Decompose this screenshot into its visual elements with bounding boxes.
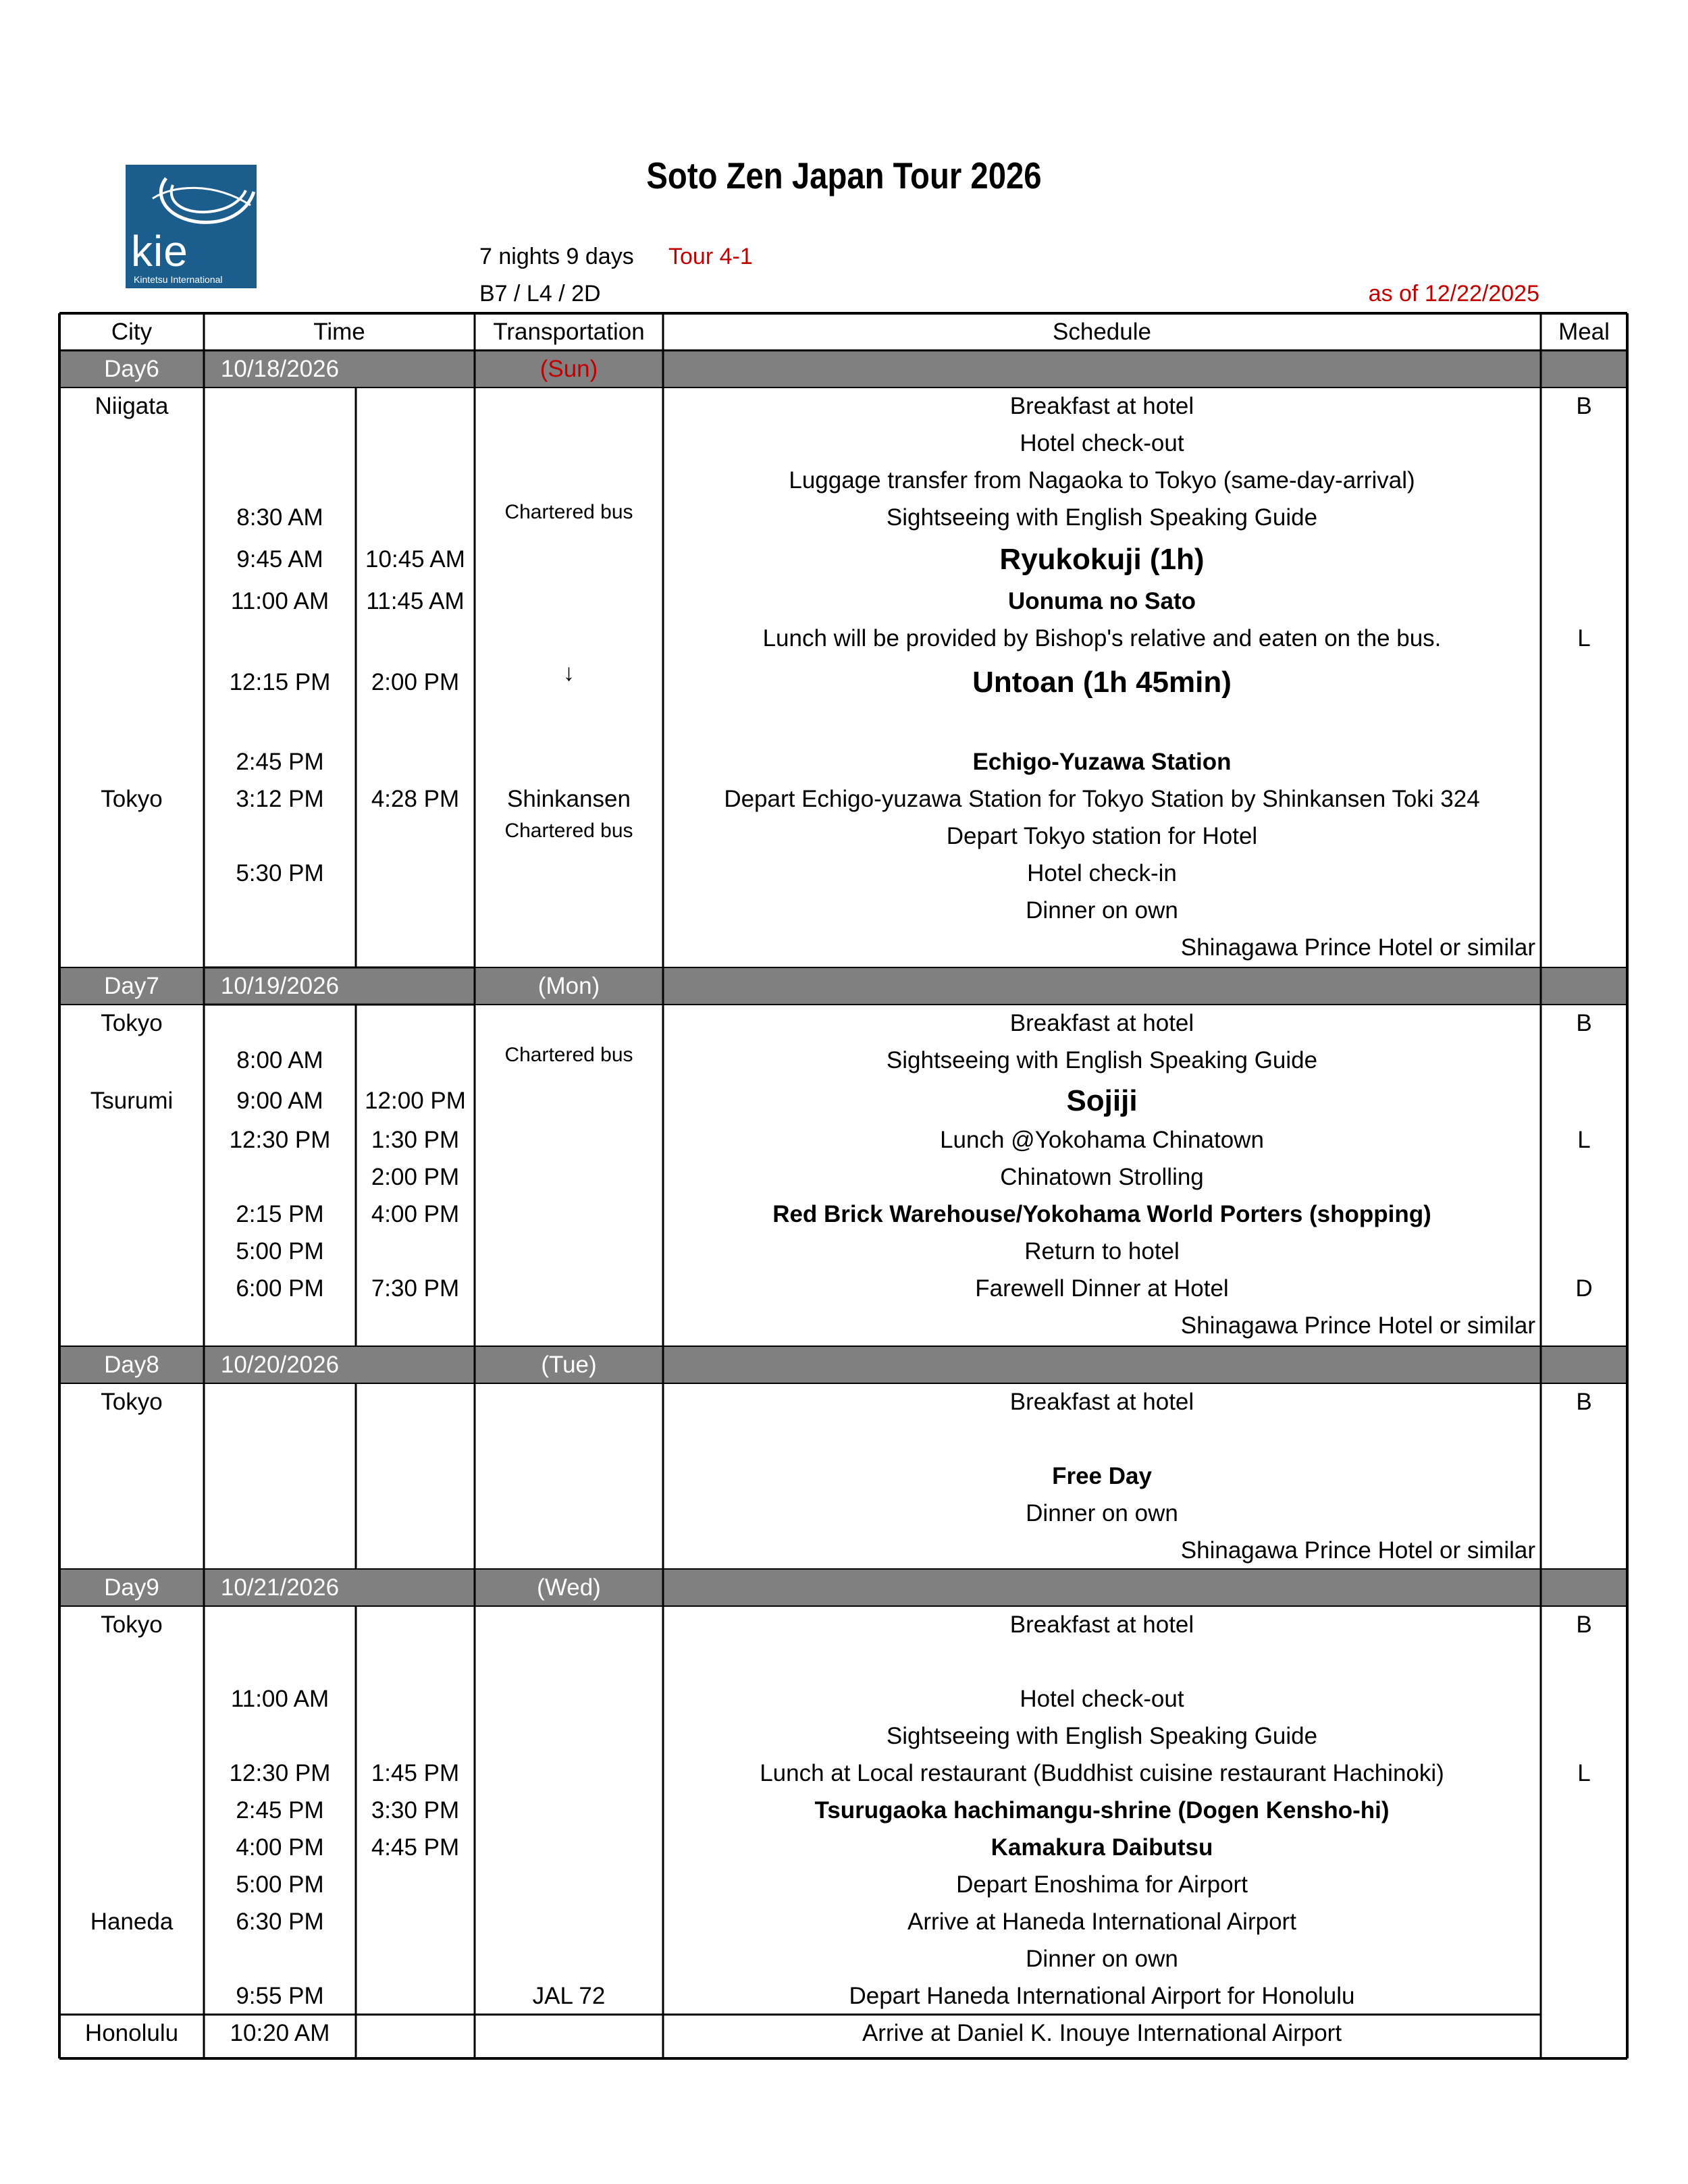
- table-row: [59, 388, 1627, 425]
- row-end-time: [356, 892, 475, 929]
- table-row: [59, 1005, 1627, 1042]
- row-schedule: Breakfast at hotel: [1009, 1010, 1194, 1036]
- row-end-time: [356, 1977, 475, 2015]
- row-city: [59, 541, 204, 578]
- row-meal: [1541, 425, 1627, 462]
- row-end-time: [356, 1940, 475, 1977]
- row-schedule: Depart Enoshima for Airport: [956, 1871, 1248, 1898]
- row-start-time: 5:00 PM: [236, 1871, 324, 1898]
- row-meal: [1541, 541, 1627, 578]
- row-city: [59, 855, 204, 892]
- row-schedule: Free Day: [1052, 1463, 1152, 1489]
- row-transportation: [475, 1903, 663, 1940]
- row-end-time: 11:45 AM: [366, 588, 465, 614]
- row-transportation: [475, 1606, 663, 1643]
- day-header-row: [59, 1346, 1627, 1383]
- row-meal: [1541, 1233, 1627, 1270]
- row-meal: [1541, 1680, 1627, 1717]
- table-row: [59, 1042, 1627, 1079]
- row-city: [59, 1458, 204, 1495]
- row-schedule: Uonuma no Sato: [1007, 588, 1196, 614]
- table-row: [59, 660, 1627, 701]
- table-row: [59, 818, 1627, 855]
- row-city: [59, 1792, 204, 1829]
- row-start-time: 8:30 AM: [236, 504, 323, 531]
- row-city: [59, 1042, 204, 1079]
- row-schedule: Shinagawa Prince Hotel or similar: [1180, 934, 1535, 961]
- row-city: [59, 1233, 204, 1270]
- row-transportation: [475, 1532, 663, 1569]
- row-end-time: [356, 855, 475, 892]
- table-row: [59, 1307, 1627, 1344]
- row-start-time: [204, 1005, 356, 1042]
- row-schedule: Sightseeing with English Speaking Guide: [886, 1047, 1318, 1073]
- day-header-row: [59, 1569, 1627, 1606]
- row-end-time: 7:30 PM: [371, 1275, 460, 1302]
- row-meal: L: [1577, 1127, 1591, 1153]
- row-city: [59, 462, 204, 499]
- row-city: [59, 1158, 204, 1196]
- col-header-time: Time: [313, 319, 365, 345]
- row-schedule: Dinner on own: [1026, 1500, 1178, 1526]
- row-end-time: [356, 1680, 475, 1717]
- row-city: [59, 1532, 204, 1569]
- row-start-time: [204, 1458, 356, 1495]
- row-end-time: [356, 1606, 475, 1643]
- row-end-time: 1:30 PM: [371, 1127, 460, 1153]
- row-end-time: [356, 1307, 475, 1344]
- row-meal: [1541, 2015, 1627, 2052]
- row-city: [59, 1977, 204, 2015]
- row-transportation: [475, 541, 663, 578]
- kie-logo: [126, 165, 257, 288]
- row-city: [59, 892, 204, 929]
- row-city: Tokyo: [101, 1389, 163, 1415]
- table-row: [59, 1680, 1627, 1717]
- row-transportation: ↓: [562, 660, 575, 686]
- row-transportation: [475, 1940, 663, 1977]
- table-row: [59, 1082, 1627, 1119]
- row-start-time: [204, 1940, 356, 1977]
- table-row: [59, 1606, 1627, 1643]
- row-schedule: Hotel check-in: [1027, 860, 1177, 886]
- row-end-time: [356, 818, 475, 855]
- row-transportation: [475, 855, 663, 892]
- row-meal: [1541, 1977, 1627, 2015]
- day-date: 10/20/2026: [220, 1352, 340, 1378]
- row-schedule: Breakfast at hotel: [1009, 1612, 1194, 1638]
- row-start-time: 9:55 PM: [236, 1983, 324, 2009]
- row-end-time: [356, 1495, 475, 1532]
- row-start-time: [204, 818, 356, 855]
- row-schedule: Return to hotel: [1024, 1238, 1180, 1264]
- row-start-time: 6:00 PM: [236, 1275, 324, 1302]
- row-transportation: [475, 620, 663, 657]
- row-schedule: Untoan (1h 45min): [972, 666, 1232, 699]
- row-transportation: [475, 1121, 663, 1158]
- table-row: [59, 541, 1627, 578]
- row-end-time: [356, 2015, 475, 2052]
- row-start-time: [204, 388, 356, 425]
- table-row: [59, 1903, 1627, 1940]
- row-meal: [1541, 1458, 1627, 1495]
- row-city: [59, 1307, 204, 1344]
- table-row: [59, 1717, 1627, 1755]
- row-start-time: 2:45 PM: [236, 749, 324, 775]
- table-row: [59, 425, 1627, 462]
- row-end-time: [356, 388, 475, 425]
- day-label: Day9: [104, 1574, 159, 1601]
- row-meal: [1541, 780, 1627, 818]
- row-schedule: Arrive at Haneda International Airport: [907, 1909, 1296, 1935]
- row-end-time: 2:00 PM: [371, 669, 460, 695]
- row-city: [59, 1270, 204, 1307]
- row-meal: [1541, 1866, 1627, 1903]
- row-meal: [1541, 1307, 1627, 1344]
- row-city: Tsurumi: [90, 1088, 174, 1114]
- table-row: [59, 1792, 1627, 1829]
- row-meal: B: [1576, 1010, 1592, 1036]
- row-transportation: [475, 388, 663, 425]
- meals-summary: B7 / L4 / 2D: [479, 281, 601, 307]
- table-row: [59, 1755, 1627, 1792]
- as-of-date: as of 12/22/2025: [1368, 281, 1539, 307]
- table-row: [59, 620, 1627, 657]
- row-meal: [1541, 1495, 1627, 1532]
- row-schedule: Dinner on own: [1026, 897, 1178, 924]
- row-end-time: [356, 620, 475, 657]
- row-end-time: 1:45 PM: [371, 1760, 460, 1786]
- table-row: [59, 1158, 1627, 1196]
- row-end-time: [356, 1866, 475, 1903]
- row-meal: [1541, 743, 1627, 780]
- row-end-time: [356, 1903, 475, 1940]
- table-row: [59, 1458, 1627, 1495]
- day-weekday: (Mon): [537, 973, 600, 999]
- col-header-transportation: Transportation: [493, 319, 645, 345]
- row-schedule: Shinagawa Prince Hotel or similar: [1180, 1312, 1535, 1339]
- row-start-time: [204, 425, 356, 462]
- row-schedule: Sightseeing with English Speaking Guide: [886, 504, 1318, 531]
- row-meal: [1541, 1829, 1627, 1866]
- row-transportation: Chartered bus: [504, 501, 633, 523]
- day-label: Day6: [104, 356, 159, 382]
- day-header-row: [59, 967, 1627, 1005]
- row-transportation: [475, 1383, 663, 1420]
- row-meal: [1541, 855, 1627, 892]
- row-schedule: Sojiji: [1066, 1084, 1138, 1117]
- row-end-time: [356, 1458, 475, 1495]
- row-schedule: Lunch @Yokohama Chinatown: [940, 1127, 1264, 1153]
- row-start-time: [204, 620, 356, 657]
- row-city: [59, 620, 204, 657]
- row-end-time: 4:00 PM: [371, 1201, 460, 1227]
- row-city: [59, 1495, 204, 1532]
- row-transportation: [475, 743, 663, 780]
- row-meal: [1541, 929, 1627, 966]
- row-start-time: 5:00 PM: [236, 1238, 324, 1264]
- row-meal: [1541, 1532, 1627, 1569]
- row-schedule: Chinatown Strolling: [1000, 1164, 1204, 1190]
- row-meal: L: [1577, 625, 1591, 651]
- row-city: [59, 1196, 204, 1233]
- table-row: [59, 1270, 1627, 1307]
- table-row: [59, 462, 1627, 499]
- row-schedule: Luggage transfer from Nagaoka to Tokyo (same-day-arrival): [789, 467, 1415, 494]
- tour-code: Tour 4-1: [668, 244, 753, 269]
- row-schedule: Hotel check-out: [1020, 430, 1184, 456]
- row-transportation: [475, 1680, 663, 1717]
- row-meal: D: [1575, 1275, 1593, 1302]
- row-city: [59, 929, 204, 966]
- row-end-time: [356, 1717, 475, 1755]
- row-schedule: Breakfast at hotel: [1009, 1389, 1194, 1415]
- day-label: Day8: [104, 1352, 159, 1378]
- duration: 7 nights 9 days: [479, 244, 634, 269]
- row-schedule: Arrive at Daniel K. Inouye International Airport: [862, 2020, 1342, 2046]
- logo-text: kie: [131, 227, 188, 275]
- row-start-time: 2:15 PM: [236, 1201, 324, 1227]
- row-start-time: 12:15 PM: [229, 669, 331, 695]
- row-city: [59, 743, 204, 780]
- row-transportation: [475, 929, 663, 966]
- row-schedule: Hotel check-out: [1020, 1686, 1184, 1712]
- row-start-time: 5:30 PM: [236, 860, 324, 886]
- row-transportation: [475, 1196, 663, 1233]
- table-row: [59, 499, 1627, 536]
- row-end-time: [356, 1233, 475, 1270]
- row-start-time: [204, 929, 356, 966]
- row-end-time: 3:30 PM: [371, 1797, 460, 1823]
- row-transportation: [475, 1158, 663, 1196]
- row-end-time: [356, 462, 475, 499]
- row-city: Haneda: [90, 1909, 174, 1935]
- row-start-time: [204, 462, 356, 499]
- row-transportation: [475, 1866, 663, 1903]
- row-meal: [1541, 1158, 1627, 1196]
- day-date: 10/21/2026: [220, 1574, 340, 1601]
- table-row: [59, 1121, 1627, 1158]
- col-header-schedule: Schedule: [1053, 319, 1151, 345]
- row-schedule: Lunch at Local restaurant (Buddhist cuisine restaurant Hachinoki): [760, 1760, 1444, 1786]
- table-row: [59, 1532, 1627, 1569]
- row-city: [59, 818, 204, 855]
- row-transportation: [475, 1458, 663, 1495]
- row-schedule: Depart Echigo-yuzawa Station for Tokyo Station by Shinkansen Toki 324: [724, 786, 1480, 812]
- row-meal: [1541, 1717, 1627, 1755]
- row-city: Tokyo: [101, 1010, 163, 1036]
- row-start-time: 11:00 AM: [230, 588, 329, 614]
- row-transportation: [475, 1755, 663, 1792]
- row-start-time: 12:30 PM: [229, 1127, 331, 1153]
- table-row: [59, 780, 1627, 818]
- row-city: [59, 664, 204, 701]
- row-schedule: Tsurugaoka hachimangu-shrine (Dogen Kensho-hi): [814, 1797, 1390, 1823]
- row-schedule: Breakfast at hotel: [1009, 393, 1194, 419]
- day-weekday: (Tue): [541, 1352, 597, 1378]
- row-transportation: JAL 72: [532, 1983, 606, 2009]
- table-row: [59, 1866, 1627, 1903]
- row-start-time: 10:20 AM: [230, 2020, 330, 2046]
- table-row: [59, 1940, 1627, 1977]
- row-city: [59, 583, 204, 620]
- col-header-city: City: [111, 319, 153, 345]
- row-transportation: [475, 1495, 663, 1532]
- row-schedule: Depart Tokyo station for Hotel: [946, 823, 1258, 849]
- day-label: Day7: [104, 973, 159, 999]
- row-start-time: 8:00 AM: [236, 1047, 323, 1073]
- row-start-time: [204, 892, 356, 929]
- row-transportation: [475, 2015, 663, 2052]
- table-row: [59, 1829, 1627, 1866]
- table-row: [59, 892, 1627, 929]
- row-meal: B: [1576, 1612, 1592, 1638]
- row-schedule: Dinner on own: [1026, 1946, 1178, 1972]
- row-city: Honolulu: [84, 2020, 179, 2046]
- row-transportation: [475, 1792, 663, 1829]
- row-city: Tokyo: [101, 1612, 163, 1638]
- row-end-time: [356, 743, 475, 780]
- row-city: [59, 1717, 204, 1755]
- day-header-row: [59, 350, 1627, 388]
- row-city: [59, 1866, 204, 1903]
- row-start-time: [204, 1158, 356, 1196]
- row-end-time: [356, 1383, 475, 1420]
- table-row: [59, 1196, 1627, 1233]
- row-meal: [1541, 818, 1627, 855]
- row-start-time: [204, 1717, 356, 1755]
- row-city: [59, 1121, 204, 1158]
- row-city: [59, 425, 204, 462]
- row-start-time: 6:30 PM: [236, 1909, 324, 1935]
- row-schedule: Lunch will be provided by Bishop's relative and eaten on the bus.: [762, 625, 1442, 651]
- row-transportation: [475, 1233, 663, 1270]
- row-meal: [1541, 1042, 1627, 1079]
- row-meal: [1541, 1196, 1627, 1233]
- row-schedule: Depart Haneda International Airport for Honolulu: [849, 1983, 1355, 2009]
- row-meal: [1541, 462, 1627, 499]
- row-transportation: Shinkansen: [507, 786, 631, 812]
- table-row: [59, 2015, 1627, 2052]
- day-weekday: (Wed): [537, 1574, 601, 1601]
- row-start-time: [204, 1495, 356, 1532]
- row-end-time: 10:45 AM: [365, 546, 465, 572]
- row-end-time: 12:00 PM: [365, 1088, 466, 1114]
- row-end-time: [356, 1005, 475, 1042]
- row-start-time: 9:00 AM: [236, 1088, 323, 1114]
- table-row: [59, 583, 1627, 620]
- row-transportation: [475, 1270, 663, 1307]
- row-start-time: [204, 1307, 356, 1344]
- row-schedule: Kamakura Daibutsu: [991, 1834, 1213, 1861]
- row-city: [59, 499, 204, 536]
- row-schedule: Sightseeing with English Speaking Guide: [886, 1723, 1318, 1749]
- table-row: [59, 1233, 1627, 1270]
- row-end-time: [356, 499, 475, 536]
- row-start-time: 3:12 PM: [236, 786, 324, 812]
- row-end-time: 2:00 PM: [371, 1164, 460, 1190]
- table-row: [59, 929, 1627, 966]
- row-city: [59, 1755, 204, 1792]
- row-start-time: 2:45 PM: [236, 1797, 324, 1823]
- column-header-row: [59, 313, 1627, 350]
- row-end-time: 4:28 PM: [371, 786, 460, 812]
- row-transportation: [475, 892, 663, 929]
- row-transportation: Chartered bus: [504, 820, 633, 842]
- row-meal: B: [1576, 393, 1592, 419]
- table-row: [59, 1383, 1627, 1420]
- row-transportation: [475, 1082, 663, 1119]
- row-transportation: [475, 1829, 663, 1866]
- row-city: [59, 1940, 204, 1977]
- table-row: [59, 1977, 1627, 2015]
- day-weekday: (Sun): [539, 356, 598, 382]
- row-meal: [1541, 583, 1627, 620]
- day-date: 10/19/2026: [220, 973, 340, 999]
- row-schedule: Farewell Dinner at Hotel: [975, 1275, 1229, 1302]
- row-city: Tokyo: [101, 786, 163, 812]
- row-start-time: 9:45 AM: [236, 546, 323, 572]
- row-end-time: [356, 929, 475, 966]
- row-end-time: [356, 1532, 475, 1569]
- row-meal: [1541, 1792, 1627, 1829]
- col-header-meal: Meal: [1558, 319, 1610, 345]
- row-start-time: 12:30 PM: [229, 1760, 331, 1786]
- row-meal: [1541, 1940, 1627, 1977]
- row-city: [59, 1680, 204, 1717]
- row-meal: [1541, 1903, 1627, 1940]
- row-schedule: Echigo-Yuzawa Station: [972, 749, 1232, 775]
- row-end-time: 4:45 PM: [371, 1834, 460, 1861]
- row-schedule: Ryukokuji (1h): [999, 543, 1205, 576]
- row-start-time: 11:00 AM: [230, 1686, 329, 1712]
- row-schedule: Shinagawa Prince Hotel or similar: [1180, 1537, 1535, 1564]
- row-transportation: [475, 1717, 663, 1755]
- row-start-time: [204, 1532, 356, 1569]
- page-title: Soto Zen Japan Tour 2026: [646, 155, 1042, 196]
- row-meal: [1541, 892, 1627, 929]
- row-meal: [1541, 664, 1627, 701]
- logo-subtext: Kintetsu International: [134, 274, 223, 285]
- row-transportation: [475, 425, 663, 462]
- row-meal: [1541, 499, 1627, 536]
- row-start-time: [204, 1606, 356, 1643]
- row-schedule: Red Brick Warehouse/Yokohama World Porters (shopping): [772, 1201, 1431, 1227]
- row-city: Niigata: [95, 393, 169, 419]
- row-meal: B: [1576, 1389, 1592, 1415]
- row-end-time: [356, 1042, 475, 1079]
- table-row: [59, 743, 1627, 780]
- row-transportation: Chartered bus: [504, 1044, 633, 1066]
- table-row: [59, 1495, 1627, 1532]
- row-transportation: [475, 583, 663, 620]
- day-date: 10/18/2026: [220, 356, 340, 382]
- row-meal: [1541, 1082, 1627, 1119]
- row-end-time: [356, 425, 475, 462]
- row-meal: L: [1577, 1760, 1591, 1786]
- table-row: [59, 855, 1627, 892]
- row-transportation: [475, 1307, 663, 1344]
- row-start-time: 4:00 PM: [236, 1834, 324, 1861]
- row-city: [59, 1829, 204, 1866]
- row-start-time: [204, 1383, 356, 1420]
